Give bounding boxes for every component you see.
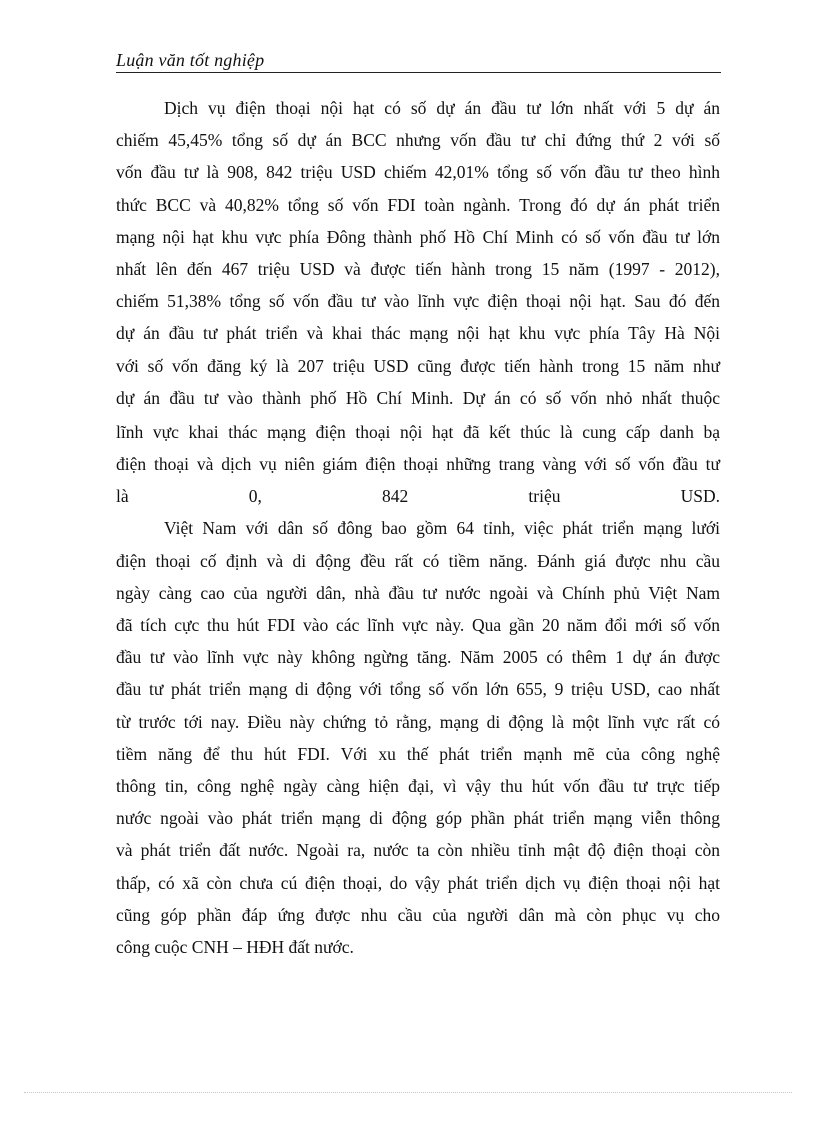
header-title: Luận văn tốt nghiệp [116, 50, 265, 70]
text-line: và phát triển đất nước. Ngoài ra, nước ta còn nhiều tỉnh mật độ điện thoại còn [116, 840, 720, 861]
page-header [116, 48, 721, 73]
text-line: lĩnh vực khai thác mạng điện thoại nội hạt đã kết thúc là cung cấp danh bạ [116, 421, 720, 442]
text-line: thấp, có xã còn chưa cú điện thoại, do vậy phát triển dịch vụ điện thoại nội hạt [116, 872, 720, 893]
text-line: chiếm 45,45% tổng số dự án BCC nhưng vốn đầu tư chỉ đứng thứ 2 với số [116, 130, 720, 151]
text-line: nước ngoài vào phát triển mạng di động góp phần phát triển mạng viễn thông [116, 808, 720, 829]
text-line: dự án đầu tư vào thành phố Hồ Chí Minh. Dự án có số vốn nhỏ nhất thuộc [116, 387, 720, 408]
text-line: với số vốn đăng ký là 207 triệu USD cũng được tiến hành trong 15 năm như [116, 355, 720, 376]
text-line: thông tin, công nghệ ngày càng hiện đại, vì vậy thu hút vốn đầu tư trực tiếp [116, 775, 720, 796]
text-line: cũng góp phần đáp ứng được nhu cầu của người dân mà còn phục vụ cho [116, 904, 720, 925]
text-line: dự án đầu tư phát triển và khai thác mạng nội hạt khu vực phía Tây Hà Nội [116, 323, 720, 344]
text-line: Dịch vụ điện thoại nội hạt có số dự án đầu tư lớn nhất với 5 dự án [164, 98, 720, 118]
text-line: thức BCC và 40,82% tổng số vốn FDI toàn ngành. Trong đó dự án phát triển [116, 194, 720, 215]
paragraph-2 [116, 512, 720, 963]
paragraph-1 [116, 92, 720, 512]
text-line: tiềm năng để thu hút FDI. Với xu thế phát triển mạnh mẽ của công nghệ [116, 743, 720, 764]
text-line: vốn đầu tư là 908, 842 triệu USD chiếm 42,01% tổng số vốn đầu tư theo hình [116, 162, 720, 183]
text-line: là 0, 842 triệu USD. [116, 486, 720, 507]
document-body [116, 92, 720, 963]
text-line: đã tích cực thu hút FDI vào các lĩnh vực này. Qua gần 20 năm đổi mới số vốn [116, 615, 720, 635]
text-line: Việt Nam với dân số đông bao gồm 64 tỉnh, việc phát triển mạng lưới [164, 518, 720, 539]
text-line: công cuộc CNH – HĐH đất nước. [116, 936, 354, 957]
page-bottom-divider [24, 1092, 792, 1093]
text-line: đầu tư phát triển mạng di động với tổng số vốn lớn 655, 9 triệu USD, cao nhất [116, 679, 720, 700]
text-line: từ trước tới nay. Điều này chứng tỏ rằng, mạng di động là một lĩnh vực rất có [116, 711, 720, 732]
text-line: điện thoại cố định và di động đều rất có tiềm năng. Đánh giá được nhu cầu [116, 550, 720, 571]
text-line: điện thoại và dịch vụ niên giám điện thoại những trang vàng với số vốn đầu tư [116, 454, 720, 475]
text-line: nhất lên đến 467 triệu USD và được tiến hành trong 15 năm (1997 - 2012), [116, 258, 720, 279]
text-line: mạng nội hạt khu vực phía Đông thành phố Hồ Chí Minh có số vốn đầu tư lớn [116, 226, 720, 247]
text-line: ngày càng cao của người dân, nhà đầu tư nước ngoài và Chính phủ Việt Nam [116, 582, 720, 603]
text-line: chiếm 51,38% tổng số vốn đầu tư vào lĩnh vực điện thoại nội hạt. Sau đó đến [116, 291, 720, 312]
text-line: đầu tư vào lĩnh vực này không ngừng tăng. Năm 2005 có thêm 1 dự án được [116, 647, 720, 668]
